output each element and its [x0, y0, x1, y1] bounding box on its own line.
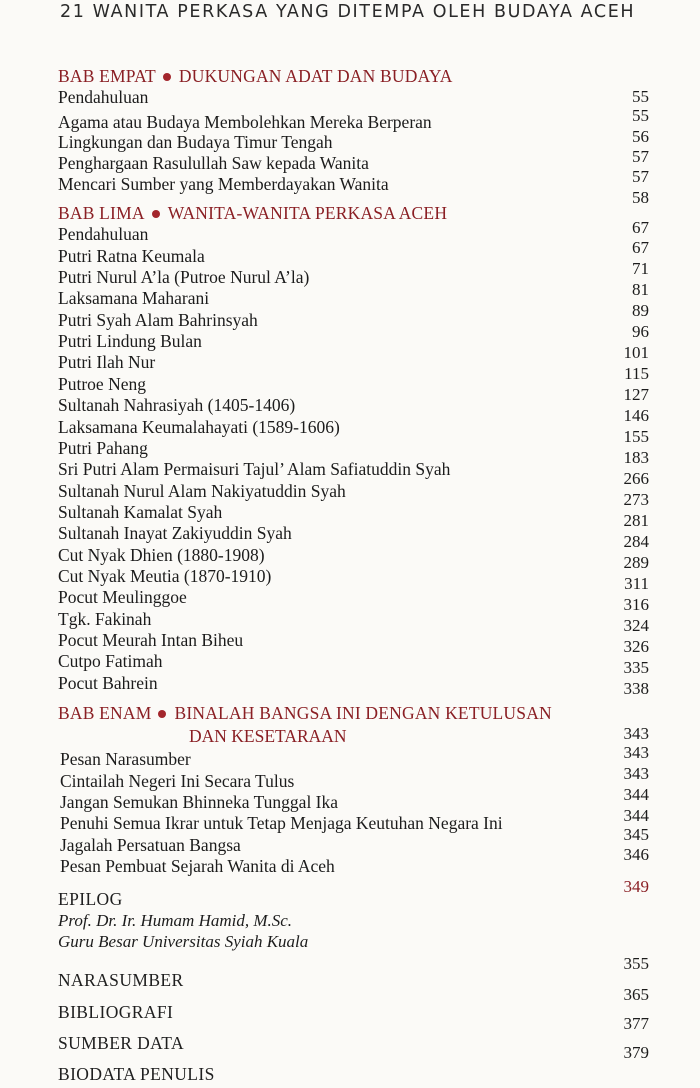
toc-entry-page: 343: [623, 764, 649, 783]
toc-entry-title: Sultanah Kamalat Syah: [58, 502, 223, 522]
toc-entry-page: 55: [632, 87, 649, 106]
toc-entry-title: Pocut Meulinggoe: [58, 587, 187, 607]
toc-entry-page: 67: [632, 238, 649, 257]
chapter-6-label: BAB ENAM: [58, 703, 152, 723]
toc-entry-title: Pocut Meurah Intan Biheu: [58, 630, 244, 650]
toc-entry-title: Laksamana Keumalahayati (1589-1606): [58, 417, 340, 437]
toc-entry-page: 344: [623, 806, 649, 825]
toc-entry-page: 115: [624, 364, 649, 383]
back-matter-title: NARASUMBER: [58, 970, 184, 990]
toc-entry-page: 311: [624, 574, 649, 593]
toc-entry-title: Lingkungan dan Budaya Timur Tengah: [58, 132, 333, 152]
toc-entry-page: 324: [623, 616, 649, 635]
toc-entry-title: Agama atau Budaya Membolehkan Mereka Berperan: [58, 112, 432, 132]
toc-entry-title: Pocut Bahrein: [58, 673, 158, 693]
toc-entry-page: 89: [632, 301, 649, 320]
toc-entry-page: 345: [623, 825, 649, 844]
toc-entry-page: 57: [632, 147, 649, 166]
chapter-6-title-line-1: BINALAH BANGSA INI DENGAN KETULUSAN: [174, 703, 552, 723]
toc-entry-page: 81: [632, 280, 649, 299]
chapter-6-title-line-2: DAN KESETARAAN: [189, 726, 347, 746]
chapter-4-title: DUKUNGAN ADAT DAN BUDAYA: [178, 66, 453, 86]
chapter-5-title: WANITA-WANITA PERKASA ACEH: [167, 203, 448, 223]
chapter-6-heading: [58, 703, 552, 724]
toc-entry-title: Putri Ilah Nur: [58, 352, 156, 372]
back-matter-title: BIODATA PENULIS: [58, 1064, 215, 1084]
toc-entry-page: 343: [623, 724, 649, 743]
toc-entry-title: Cut Nyak Meutia (1870-1910): [58, 566, 272, 586]
chapter-4-label: BAB EMPAT: [58, 66, 156, 86]
epilog-heading: EPILOG: [58, 889, 123, 909]
chapter-5-heading: [58, 203, 447, 224]
toc-entry-page: 55: [632, 106, 649, 125]
toc-entry-title: Penghargaan Rasulullah Saw kepada Wanita: [58, 153, 369, 173]
toc-entry-page: 101: [623, 343, 649, 362]
bullet-icon: [152, 210, 160, 218]
bullet-icon: [158, 710, 166, 718]
toc-entry-page: 346: [623, 845, 649, 864]
epilog-author-name: Prof. Dr. Ir. Humam Hamid, M.Sc.: [58, 911, 293, 930]
toc-entry-title: Cutpo Fatimah: [58, 651, 163, 671]
toc-entry-title: Sultanah Inayat Zakiyuddin Syah: [58, 523, 292, 543]
toc-entry-page: 273: [623, 490, 649, 509]
toc-entry-title: Putri Ratna Keumala: [58, 246, 205, 266]
chapter-5-label: BAB LIMA: [58, 203, 145, 223]
epilog-author-title: Guru Besar Universitas Syiah Kuala: [58, 932, 309, 951]
running-head: 21 WANITA PERKASA YANG DITEMPA OLEH BUDAYA ACEH: [60, 2, 636, 22]
toc-entry-page: 155: [623, 427, 649, 446]
back-matter-title: SUMBER DATA: [58, 1033, 185, 1053]
toc-entry-title: Sri Putri Alam Permaisuri Tajul’ Alam Safiatuddin Syah: [58, 459, 451, 479]
toc-entry-page: 96: [632, 322, 649, 341]
back-matter-page: 377: [623, 1014, 649, 1033]
toc-entry-page: 57: [632, 167, 649, 186]
toc-entry-title: Sultanah Nurul Alam Nakiyatuddin Syah: [58, 481, 346, 501]
toc-entry-title: Laksamana Maharani: [58, 288, 210, 308]
toc-entry-title: Putroe Neng: [58, 374, 146, 394]
toc-entry-page: 67: [632, 218, 649, 237]
toc-entry-title: Pendahuluan: [58, 224, 149, 244]
toc-entry-title: Sultanah Nahrasiyah (1405-1406): [58, 395, 296, 415]
toc-entry-title: Penuhi Semua Ikrar untuk Tetap Menjaga Keutuhan Negara Ini: [60, 813, 503, 833]
back-matter-page: 355: [623, 954, 649, 973]
toc-entry-page: 326: [623, 637, 649, 656]
toc-entry-page: 266: [623, 469, 649, 488]
toc-entry-title: Putri Nurul A’la (Putroe Nurul A’la): [58, 267, 310, 287]
toc-entry-title: Jangan Semukan Bhinneka Tunggal Ika: [60, 792, 339, 812]
toc-entry-page: 183: [623, 448, 649, 467]
toc-entry-page: 284: [623, 532, 649, 551]
toc-entry-page: 289: [623, 553, 649, 572]
toc-entry-page: 56: [632, 127, 649, 146]
toc-entry-title: Pesan Pembuat Sejarah Wanita di Aceh: [60, 856, 335, 876]
toc-entry-page: 281: [623, 511, 649, 530]
toc-entry-page: 146: [623, 406, 649, 425]
toc-entry-title: Pesan Narasumber: [60, 749, 191, 769]
toc-entry-page: 71: [632, 259, 649, 278]
bullet-icon: [163, 73, 171, 81]
toc-entry-title: Putri Lindung Bulan: [58, 331, 202, 351]
toc-entry-title: Cintailah Negeri Ini Secara Tulus: [60, 771, 295, 791]
back-matter-page: 365: [623, 985, 649, 1004]
toc-entry-title: Mencari Sumber yang Memberdayakan Wanita: [58, 174, 389, 194]
toc-entry-page: 335: [623, 658, 649, 677]
toc-entry-title: Putri Pahang: [58, 438, 148, 458]
toc-entry-page: 316: [623, 595, 649, 614]
toc-entry-title: Pendahuluan: [58, 87, 149, 107]
chapter-4-heading: [58, 66, 453, 87]
toc-entry-title: Cut Nyak Dhien (1880-1908): [58, 545, 265, 565]
toc-entry-page: 127: [623, 385, 649, 404]
epilog-page: 349: [623, 877, 649, 896]
toc-entry-page: 344: [623, 785, 649, 804]
toc-entry-page: 58: [632, 188, 649, 207]
back-matter-page: 379: [623, 1043, 649, 1062]
toc-entry-title: Putri Syah Alam Bahrinsyah: [58, 310, 258, 330]
toc-entry-title: Jagalah Persatuan Bangsa: [60, 835, 241, 855]
toc-entry-page: 338: [623, 679, 649, 698]
toc-entry-title: Tgk. Fakinah: [58, 609, 152, 629]
back-matter-title: BIBLIOGRAFI: [58, 1002, 174, 1022]
toc-entry-page: 343: [623, 743, 649, 762]
